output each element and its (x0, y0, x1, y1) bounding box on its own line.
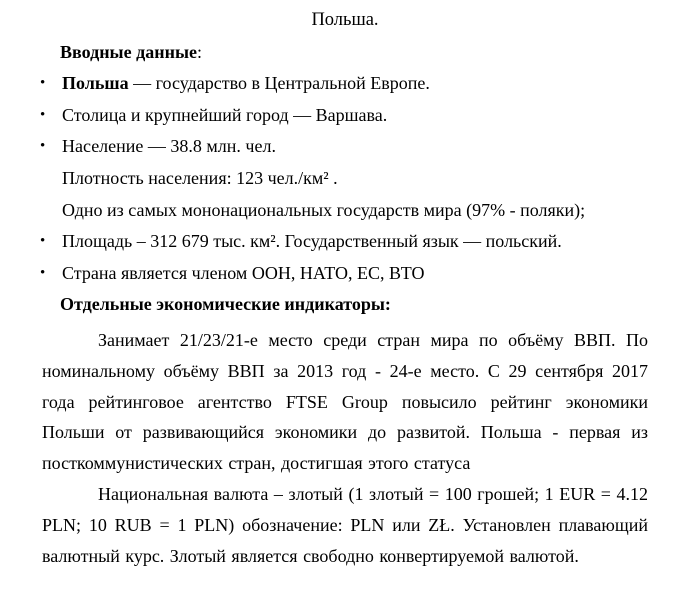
bullet-icon: • (40, 106, 46, 123)
list-item (40, 68, 648, 100)
page-title: Польша. (311, 10, 379, 30)
bullet-icon: • (40, 138, 46, 155)
body-text (42, 325, 648, 571)
bullet-bold-text: Польша (62, 73, 129, 94)
bullet-text: Площадь – 312 679 тыс. км². Государственный язык — польский. (62, 231, 562, 252)
bullet-text: Население — 38.8 млн. чел. (62, 136, 276, 157)
bullet-icon: • (40, 264, 46, 281)
list-item (40, 226, 648, 258)
bullet-text-rest: — государство в Центральной Европе. (128, 73, 430, 94)
intro-heading (60, 37, 648, 69)
list-item (40, 258, 648, 290)
bullet-text: Страна является членом ООН, НАТО, ЕС, ВТО (62, 262, 425, 283)
paragraph-gdp: Занимает 21/23/21-е место среди стран мира по объёму ВВП. По номинальному объёму ВВП за 2013 год - 24-е место. С 29 сентября 2017 года рейтинговое агентство FTSE Group повысило рейтинг экономики Польши от развивающийся экономики до развитой. Польша - первая из посткоммунистических стран, достигшая этого статуса (42, 329, 648, 474)
paragraph-currency: Национальная валюта – злотый (1 злотый = 100 грошей; 1 EUR = 4.12 PLN; 10 RUB = 1 PLN) обозначение: PLN или ZŁ. Установлен плавающий валютный курс. Злотый является свободно конвертируемой валютой. (42, 483, 648, 566)
bullet-list (42, 68, 648, 289)
bullet-icon: • (40, 233, 46, 250)
bullet-text (62, 73, 430, 93)
list-item (40, 131, 648, 163)
list-item (40, 100, 648, 132)
econ-heading: Отдельные экономические индикаторы: (60, 294, 391, 315)
bullet-icon: • (40, 75, 46, 92)
continuation-line: Одно из самых мононациональных государств мира (97% - поляки); (62, 199, 586, 220)
intro-heading-colon: : (197, 41, 203, 62)
intro-heading-bold: Вводные данные (60, 41, 197, 62)
continuation-line: Плотность населения: 123 чел./км² . (62, 167, 338, 188)
bullet-text: Столица и крупнейший город — Варшава. (62, 104, 388, 125)
